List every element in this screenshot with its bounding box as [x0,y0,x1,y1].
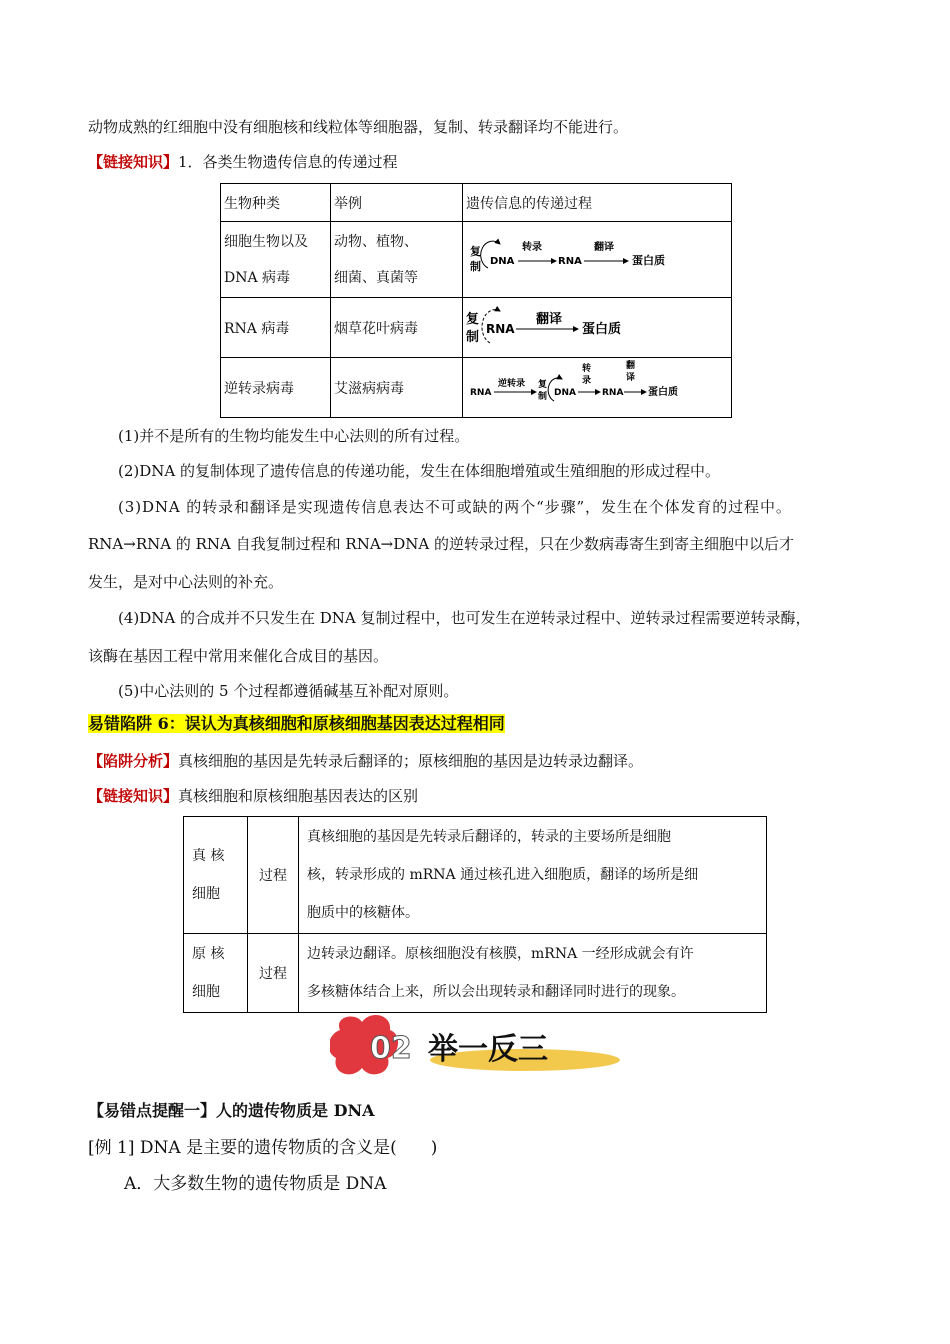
point-4: (4)DNA 的合成并不只发生在 DNA 复制过程中，也可发生在逆转录过程中、逆转录过程需要逆转录酶， [118,609,811,627]
protein-label: 蛋白质 [582,321,622,337]
example-cell [331,222,463,298]
cell-type-line: 细胞 [192,984,220,1000]
intro-line: 动物成熟的红细胞中没有细胞核和线粒体等细胞器，复制、转录翻译均不能进行。 [88,118,629,136]
replicate-char: 制 [538,391,548,402]
example-cell: 艾滋病病毒 [331,358,463,418]
header-example: 举例 [331,184,463,222]
point-3-cont: 发生，是对中心法则的补充。 [88,573,284,591]
translate-label: 翻译 [536,311,563,327]
analysis-tag: 【陷阱分析】 [88,752,179,770]
replicate-char: 复 [470,244,481,258]
dna-label: DNA [554,387,576,398]
kind-cell: RNA 病毒 [221,298,331,358]
point-3-cont: RNA→RNA 的 RNA 自我复制过程和 RNA→DNA 的逆转录过程，只在少数病毒寄生到寄主细胞中以后才 [88,535,794,553]
retro-process-diagram [466,359,726,413]
cell-type-line: 真 核 [192,848,225,864]
option-a: A．大多数生物的遗传物质是 DNA [124,1174,387,1194]
point-5: (5)中心法则的 5 个过程都遵循碱基互补配对原则。 [118,682,459,700]
process-diagram-cell [463,222,732,298]
cell-type [184,934,248,1013]
cell-type [184,817,248,934]
transcribe-char: 录 [582,375,592,386]
transcribe-label: 转录 [522,241,542,253]
link-text: 1．各类生物遗传信息的传递过程 [178,153,398,171]
banner-title: 举一反三 [428,1032,548,1067]
link-tag: 【链接知识】 [88,153,179,171]
replicate-char: 复 [538,379,548,390]
section-banner [330,1010,620,1082]
header-kind: 生物种类 [221,184,331,222]
trap-analysis [88,751,643,771]
cell-type-line: 原 核 [192,946,225,962]
process-diagram-cell [463,358,732,418]
process-diagram-cell [463,298,732,358]
rna-label: RNA [558,255,582,267]
kind-cell [221,222,331,298]
transfer-table [220,183,732,418]
translate-char: 译 [626,372,636,383]
example-line: 细菌、真菌等 [334,269,418,286]
replicate-char: 复 [466,311,480,327]
translate-char: 翻 [626,360,636,371]
point-1: (1)并不是所有的生物均能发生中心法则的所有过程。 [118,427,470,445]
process-label: 过程 [248,817,299,934]
header-process: 遗传信息的传递过程 [463,184,732,222]
dna-label: DNA [490,255,515,267]
cell-type-line: 细胞 [192,886,220,902]
replicate-char: 制 [466,329,480,345]
link-knowledge-1 [88,152,398,172]
trap-title-text: 易错陷阱 6：误认为真核细胞和原核细胞基因表达过程相同 [88,714,505,733]
reverse-label: 逆转录 [498,378,526,389]
protein-label: 蛋白质 [632,253,665,267]
rna-label: RNA [602,387,624,398]
translate-label: 翻译 [594,241,614,253]
point-2: (2)DNA 的复制体现了遗传信息的传递功能，发生在体细胞增殖或生殖细胞的形成过程中。 [118,462,721,480]
kind-cell: 逆转录病毒 [221,358,331,418]
banner-number: 02 [370,1031,412,1066]
protein-label: 蛋白质 [648,386,678,398]
process-label: 过程 [248,934,299,1013]
description-line: 核，转录形成的 mRNA 通过核孔进入细胞质，翻译的场所是细 [307,867,699,883]
process-description [299,817,767,934]
description-line: 真核细胞的基因是先转录后翻译的，转录的主要场所是细胞 [307,829,671,845]
rna-process-diagram [466,301,726,351]
kind-line: DNA 病毒 [224,269,291,286]
rna-label: RNA [486,321,515,336]
analysis-text: 真核细胞的基因是先转录后翻译的；原核细胞的基因是边转录边翻译。 [178,752,644,770]
point-3: (3)DNA 的转录和翻译是实现遗传信息表达不可或缺的两个“步骤”，发生在个体发育的过程中。 [118,498,792,516]
reminder-heading: 【易错点提醒一】人的遗传物质是 DNA [88,1101,375,1120]
point-4-cont: 该酶在基因工程中常用来催化合成目的基因。 [88,647,389,665]
example-question: [例 1] DNA 是主要的遗传物质的含义是( ) [88,1138,438,1158]
trap-title [88,713,505,735]
link-text: 真核细胞和原核细胞基因表达的区别 [178,787,419,805]
example-cell: 烟草花叶病毒 [331,298,463,358]
expression-table [183,816,767,1013]
kind-line: 细胞生物以及 [224,233,308,250]
description-line: 胞质中的核糖体。 [307,905,419,921]
process-description [299,934,767,1013]
description-line: 多核糖体结合上来，所以会出现转录和翻译同时进行的现象。 [307,984,685,1000]
example-line: 动物、植物、 [334,233,418,250]
replicate-char: 制 [470,259,481,273]
transcribe-char: 转 [582,363,592,374]
description-line: 边转录边翻译。原核细胞没有核膜，mRNA 一经形成就会有许 [307,946,694,962]
link-tag: 【链接知识】 [88,787,179,805]
dna-process-diagram [466,228,726,288]
link-knowledge-2 [88,786,418,806]
rna-label: RNA [470,387,492,398]
